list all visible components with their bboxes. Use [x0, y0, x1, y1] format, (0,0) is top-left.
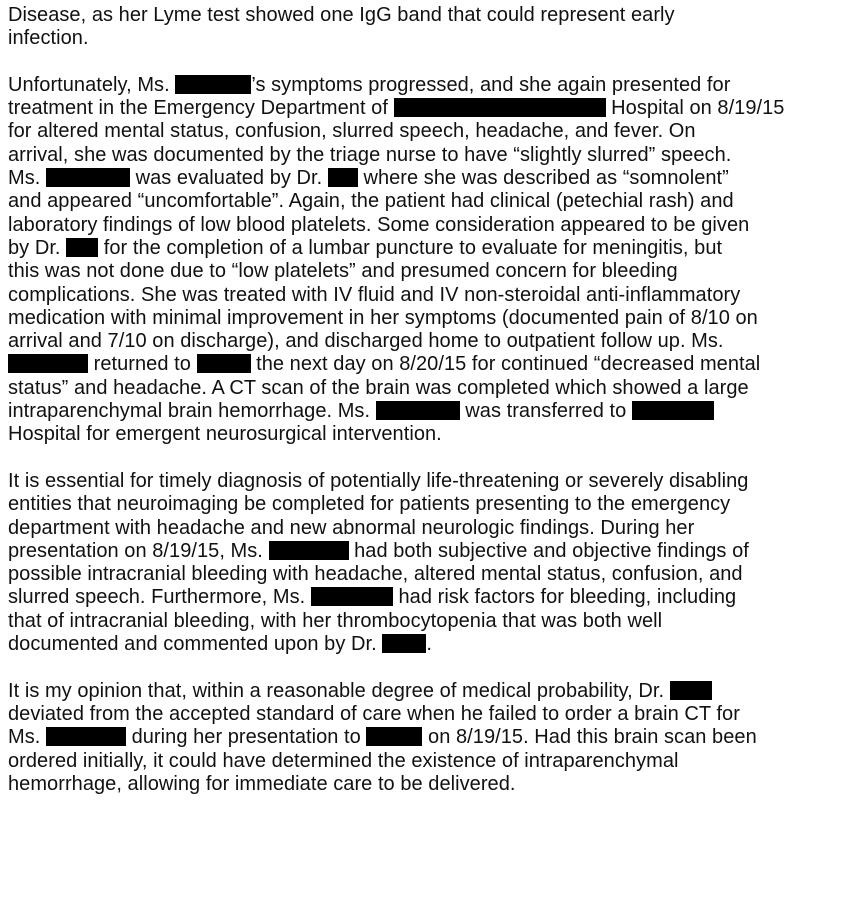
text-segment: returned to [88, 353, 197, 376]
text-segment: and appeared “uncomfortable”. Again, the patient had clinical (petechial rash) and [8, 190, 734, 213]
text-line [8, 726, 860, 749]
redaction-bar [46, 168, 130, 187]
text-line [8, 330, 860, 353]
text-line [8, 237, 860, 260]
text-line [8, 773, 860, 796]
text-line [8, 377, 860, 400]
redaction-bar [382, 634, 426, 653]
text-line [8, 260, 860, 283]
redaction-bar [197, 354, 251, 373]
text-segment: infection. [8, 27, 89, 50]
text-line [8, 563, 860, 586]
text-segment: complications. She was treated with IV fluid and IV non-steroidal anti-inflammatory [8, 283, 741, 306]
paragraph [8, 680, 860, 796]
text-segment: ’s symptoms progressed, and she again presented for [251, 73, 731, 96]
text-segment: on 8/19/15. Had this brain scan been [422, 726, 757, 749]
text-line [8, 586, 860, 609]
text-segment: had risk factors for bleeding, including [392, 586, 737, 609]
paragraph [8, 4, 860, 51]
text-segment: possible intracranial bleeding with headache, altered mental status, confusion, and [8, 563, 743, 586]
redaction-bar [66, 238, 98, 257]
text-segment: intraparenchymal brain hemorrhage. Ms. [8, 400, 376, 423]
text-segment: status” and headache. A CT scan of the brain was completed which showed a large [8, 376, 749, 399]
text-segment: this was not done due to “low platelets” and presumed concern for bleeding [8, 260, 678, 283]
text-segment: presentation on 8/19/15, Ms. [8, 539, 269, 562]
text-segment: where she was described as “somnolent” [357, 167, 729, 190]
text-segment: for altered mental status, confusion, slurred speech, headache, and fever. On [8, 120, 696, 143]
text-line [8, 120, 860, 143]
redaction-bar [394, 98, 606, 117]
document-page [8, 4, 860, 796]
redaction-bar [328, 168, 358, 187]
text-line [8, 610, 860, 633]
text-line [8, 680, 860, 703]
text-segment: that of intracranial bleeding, with her thrombocytopenia that was both well [8, 609, 663, 632]
text-segment: deviated from the accepted standard of care when he failed to order a brain CT for [8, 702, 740, 725]
text-segment: It is essential for timely diagnosis of potentially life-threatening or severely disabling [8, 469, 749, 492]
paragraph [8, 74, 860, 447]
text-segment: arrival, she was documented by the triage nurse to have “slightly slurred” speech. [8, 143, 732, 166]
text-segment: the next day on 8/20/15 for continued “decreased mental [250, 353, 761, 376]
text-line [8, 4, 860, 27]
text-segment: Disease, as her Lyme test showed one IgG band that could represent early [8, 4, 675, 26]
redaction-bar [376, 401, 460, 420]
redaction-bar [311, 587, 393, 606]
text-segment: It is my opinion that, within a reasonable degree of medical probability, Dr. [8, 679, 670, 702]
text-segment: had both subjective and objective findings of [348, 539, 749, 562]
text-line [8, 190, 860, 213]
text-segment: hemorrhage, allowing for immediate care to be delivered. [8, 772, 516, 795]
paragraph [8, 470, 860, 656]
redaction-bar [269, 541, 349, 560]
text-segment: treatment in the Emergency Department of [8, 97, 394, 120]
text-segment: ordered initially, it could have determined the existence of intraparenchymal [8, 749, 679, 772]
redaction-bar [670, 681, 712, 700]
text-segment: Ms. [8, 167, 46, 190]
text-line [8, 703, 860, 726]
redaction-bar [175, 75, 251, 94]
text-segment: documented and commented upon by Dr. [8, 633, 383, 656]
text-line [8, 750, 860, 773]
text-line [8, 144, 860, 167]
text-segment: by Dr. [8, 236, 67, 259]
text-segment: department with headache and new abnormal neurologic findings. During her [8, 516, 695, 539]
redaction-bar [366, 727, 422, 746]
text-line [8, 400, 860, 423]
text-segment: during her presentation to [125, 726, 367, 749]
text-segment: medication with minimal improvement in her symptoms (documented pain of 8/10 on [8, 306, 758, 329]
text-line [8, 167, 860, 190]
text-line [8, 74, 860, 97]
text-segment: was evaluated by Dr. [129, 167, 328, 190]
text-segment: arrival and 7/10 on discharge), and discharged home to outpatient follow up. Ms. [8, 330, 724, 353]
text-segment: Ms. [8, 726, 46, 749]
text-line [8, 633, 860, 656]
paragraph-gap [8, 447, 860, 470]
text-segment: Hospital on 8/19/15 [605, 97, 785, 120]
text-line [8, 423, 860, 446]
redaction-bar [632, 401, 714, 420]
text-line [8, 353, 860, 376]
text-segment: . [426, 633, 432, 656]
text-line [8, 470, 860, 493]
text-segment: slurred speech. Furthermore, Ms. [8, 586, 311, 609]
redaction-bar [8, 354, 88, 373]
text-line [8, 307, 860, 330]
text-line [8, 214, 860, 237]
text-line [8, 540, 860, 563]
text-line [8, 517, 860, 540]
paragraph-gap [8, 656, 860, 679]
text-line [8, 27, 860, 50]
text-segment: for the completion of a lumbar puncture to evaluate for meningitis, but [98, 236, 723, 259]
text-line [8, 284, 860, 307]
text-line [8, 493, 860, 516]
text-line [8, 97, 860, 120]
paragraph-gap [8, 51, 860, 74]
text-segment: Hospital for emergent neurosurgical intervention. [8, 423, 442, 446]
text-segment: entities that neuroimaging be completed for patients presenting to the emergency [8, 493, 731, 516]
redaction-bar [46, 727, 126, 746]
text-segment: laboratory findings of low blood platelets. Some consideration appeared to be given [8, 213, 750, 236]
text-segment: Unfortunately, Ms. [8, 73, 176, 96]
text-segment: was transferred to [459, 400, 632, 423]
